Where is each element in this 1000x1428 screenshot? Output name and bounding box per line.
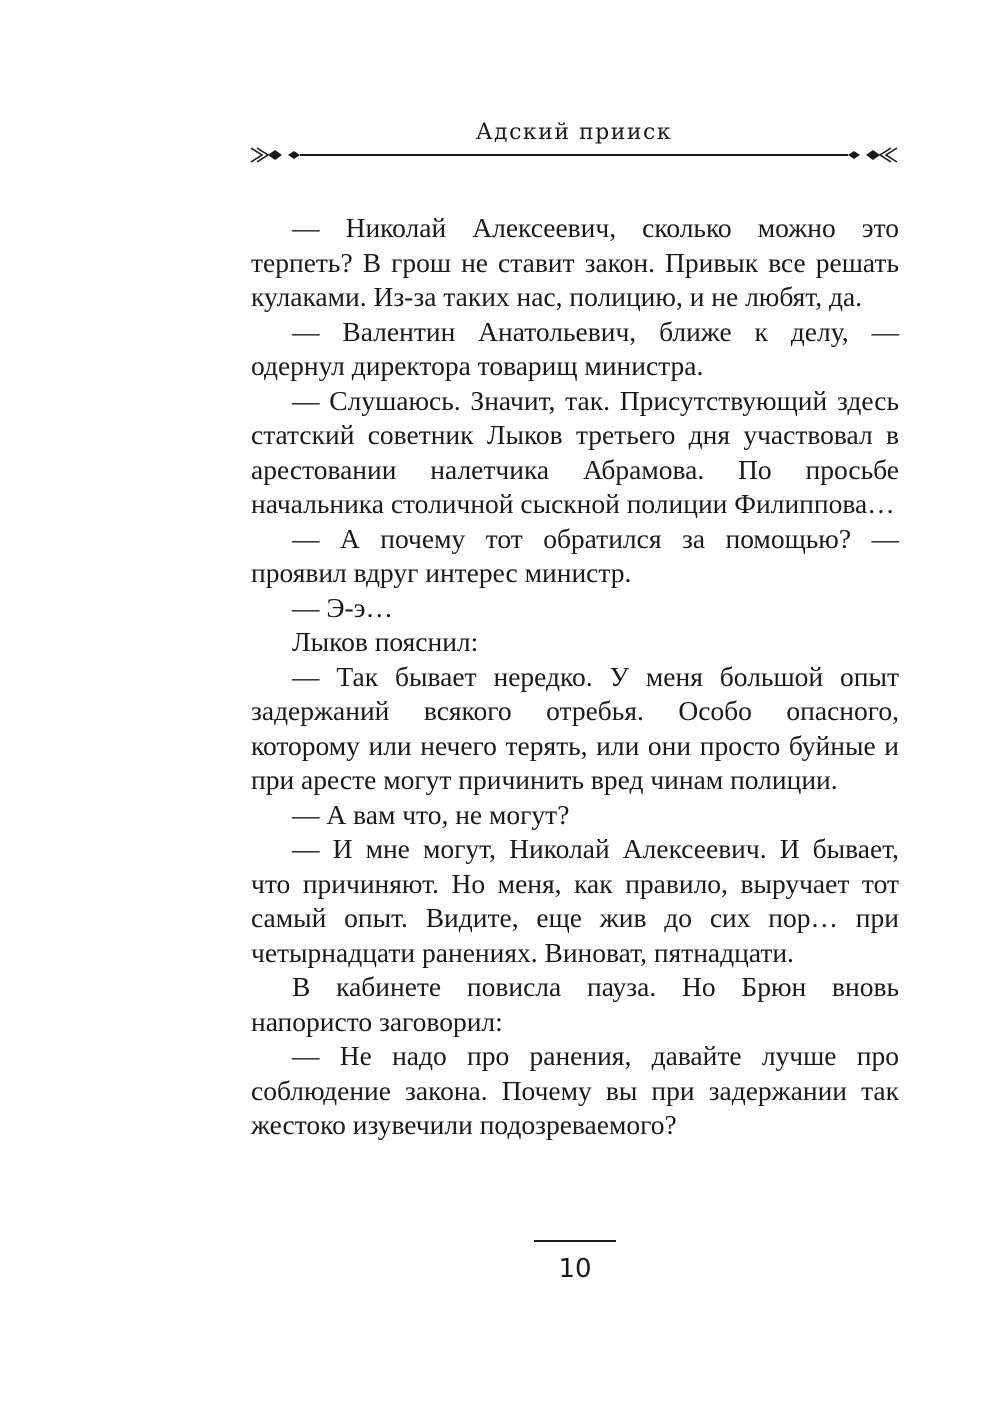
- running-header: Адский прииск: [475, 120, 673, 145]
- header-ornament-rule: [248, 143, 900, 167]
- left-diamond-ornament: [268, 150, 282, 160]
- paragraph: — Валентин Анатольевич, ближе к делу, — одернул директора товарищ министра.: [251, 315, 899, 381]
- body-text: [251, 211, 899, 1143]
- page-number-rule: [534, 1240, 616, 1242]
- paragraph: — А почему тот обратился за помощью? — проявил вдруг интерес министр.: [251, 522, 899, 588]
- paragraph: — Николай Алексеевич, сколько можно это терпеть? В грош не ставит закон. Привык все решать кулаками. Из-за таких нас, полицию, и не любят, да.: [251, 212, 899, 312]
- paragraph: Лыков пояснил:: [292, 626, 479, 657]
- right-diamond-ornament-2: [848, 151, 860, 159]
- right-diamond-ornament: [866, 150, 880, 160]
- paragraph: — Э-э…: [292, 591, 393, 623]
- left-chevron-ornament: [251, 148, 268, 162]
- left-diamond-ornament-2: [288, 151, 300, 159]
- paragraph: В кабинете повисла пауза. Но Брюн вновь напористо заговорил:: [251, 971, 899, 1037]
- page-number: 10: [558, 1254, 592, 1284]
- paragraph: — Слушаюсь. Значит, так. Присутствующий здесь статский советник Лыков третьего дня участвовал в арестовании налетчика Абрамова. По просьбе начальника столичной сыскной полиции Филиппова…: [251, 384, 899, 519]
- paragraph: — Не надо про ранения, давайте лучше про соблюдение закона. Почему вы при задержании так жестоко изувечили подозреваемого?: [251, 1040, 899, 1140]
- paragraph: — И мне могут, Николай Алексеевич. И бывает, что причиняют. Но меня, как правило, выручает тот самый опыт. Видите, еще жив до сих пор… при четырнадцати ранениях. Виноват, пятнадцати.: [251, 833, 899, 968]
- paragraph: — Так бывает нередко. У меня большой опыт задержаний всякого отребья. Особо опасного, которому или нечего терять, или они просто буйные и при аресте могут причинить вред чинам полиции.: [251, 660, 899, 795]
- right-chevron-ornament: [880, 148, 897, 162]
- paragraph: — А вам что, не могут?: [292, 798, 570, 830]
